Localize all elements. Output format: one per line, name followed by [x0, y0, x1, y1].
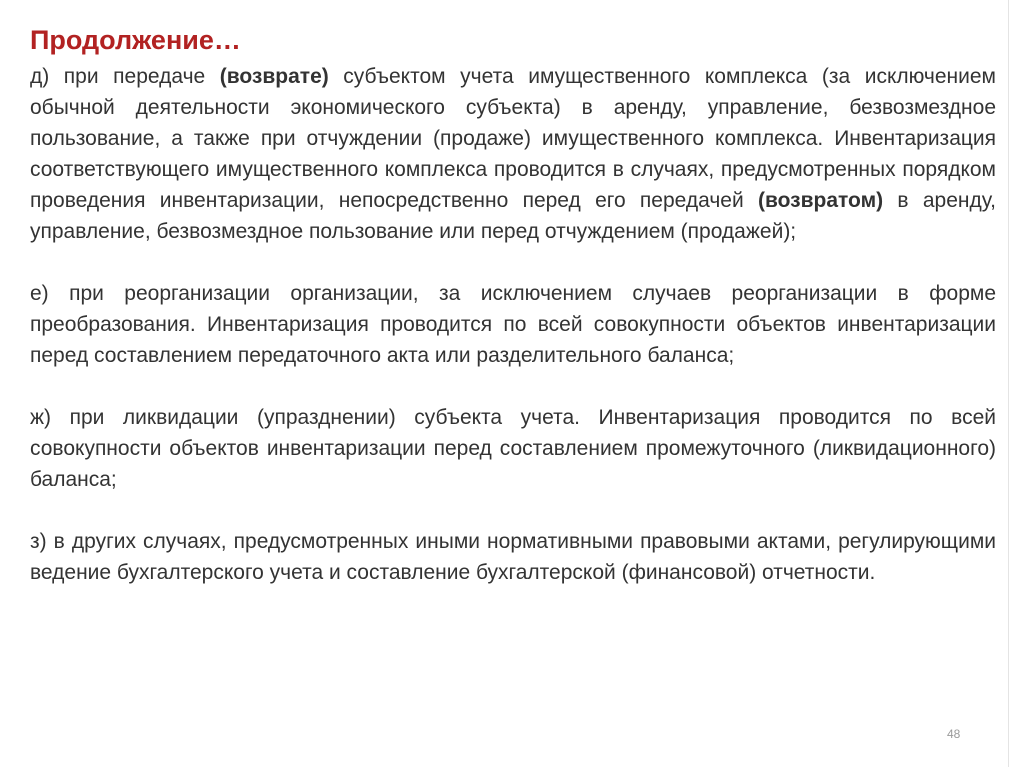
paragraph-zh: ж) при ликвидации (упразднении) субъекта учета. Инвентаризация проводится по всей совокупности объектов инвентаризации перед составлением промежуточного (ликвидационного) баланса;: [30, 406, 996, 491]
paragraph-e: е) при реорганизации организации, за исключением случаев реорганизации в форме преобразования. Инвентаризация проводится по всей совокупности объектов инвентаризации перед составлением передаточного акта или разделительного баланса;: [30, 282, 996, 367]
paragraph-d-part-3: в аренду, управление, безвозмездное пользование или перед отчуждением (продажей);: [30, 189, 996, 243]
paragraph-d: [30, 61, 996, 247]
page-number: 48: [947, 727, 961, 741]
right-edge-divider: [1008, 0, 1009, 767]
paragraph-d-part-1: д) при передаче: [30, 65, 220, 88]
paragraph-d-part-2: субъектом учета имущественного комплекса (за исключением обычной деятельности экономического субъекта) в аренду, управление, безвозмездное пользование, а также при отчуждении (продаже) имущественного комплекса. Инвентаризация соответствующего имущественного комплекса проводится в случаях, предусмотренных порядком проведения инвентаризации, непосредственно перед его передачей: [30, 65, 996, 212]
slide-title: Продолжение…: [30, 25, 241, 55]
paragraph-d-bold-1: (возврате): [219, 65, 329, 88]
paragraph-d-bold-2: (возвратом): [758, 189, 884, 212]
slide-content: [30, 61, 996, 619]
paragraph-z: з) в других случаях, предусмотренных иными нормативными правовыми актами, регулирующими ведение бухгалтерского учета и составление бухгалтерской (финансовой) отчетности.: [30, 530, 996, 584]
